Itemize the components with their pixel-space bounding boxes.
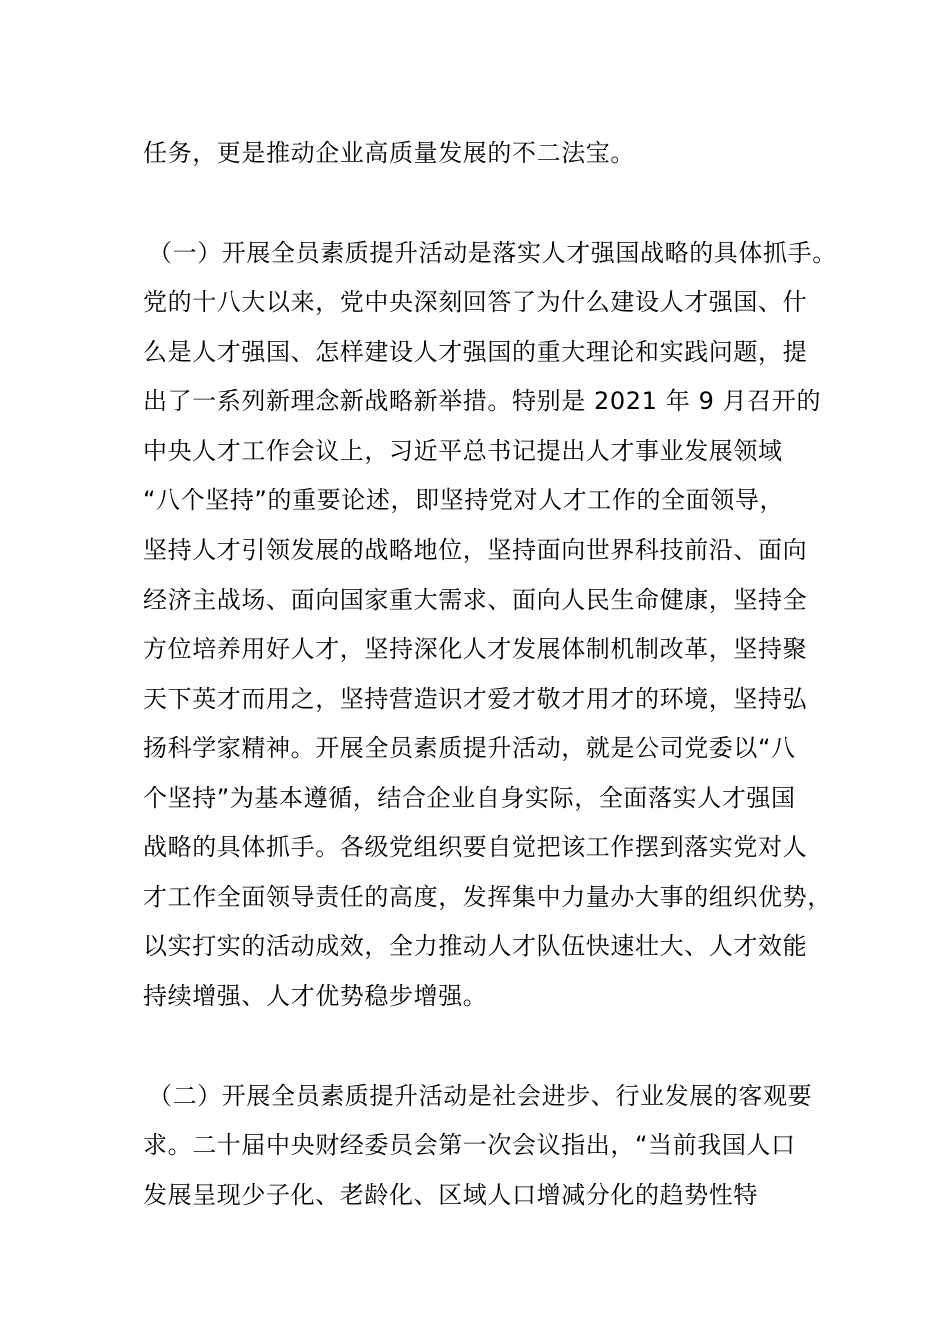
text-line: 扬科学家精神。开展全员素质提升活动，就是公司党委以“八 (143, 734, 796, 762)
text-line: “八个坚持”的重要论述，即坚持党对人才工作的全面领导， (143, 486, 785, 514)
text-line: 任务，更是推动企业高质量发展的不二法宝。 (143, 139, 635, 167)
text-line: 个坚持”为基本遵循，结合企业自身实际，全面落实人才强国 (143, 784, 796, 812)
text-line: 持续增强、人才优势稳步增强。 (143, 982, 488, 1010)
section-heading-2: （二）开展全员素质提升活动是社会进步、行业发展的客观要 (148, 1082, 813, 1110)
text-line: 天下英才而用之，坚持营造识才爱才敬才用才的环境，坚持弘 (143, 685, 808, 713)
text-line: 出了一系列新理念新战略新举措。特别是 2021 年 9 月召开的 (143, 387, 822, 415)
text-line: 以实打实的活动成效，全力推动人才队伍快速壮大、人才效能 (143, 932, 808, 960)
text-line: 方位培养用好人才，坚持深化人才发展体制机制改革，坚持聚 (143, 635, 808, 663)
text-line: 中央人才工作会议上，习近平总书记提出人才事业发展领域 (143, 437, 783, 465)
section-heading-1: （一）开展全员素质提升活动是落实人才强国战略的具体抓手。 (148, 239, 837, 267)
text-line: 党的十八大以来，党中央深刻回答了为什么建设人才强国、什 (143, 288, 808, 316)
text-line: 战略的具体抓手。各级党组织要自觉把该工作摆到落实党对人 (143, 833, 808, 861)
text-line: 经济主战场、面向国家重大需求、面向人民生命健康，坚持全 (143, 586, 808, 614)
text-line: 坚持人才引领发展的战略地位，坚持面向世界科技前沿、面向 (143, 536, 808, 564)
text-line: 么是人才强国、怎样建设人才强国的重大理论和实践问题，提 (143, 338, 808, 366)
text-line: 才工作全面领导责任的高度，发挥集中力量办大事的组织优势， (143, 883, 832, 911)
text-line: 求。二十届中央财经委员会第一次会议指出，“当前我国人口 (143, 1131, 796, 1159)
text-line: 发展呈现少子化、老龄化、区域人口增减分化的趋势性特 (143, 1181, 758, 1209)
